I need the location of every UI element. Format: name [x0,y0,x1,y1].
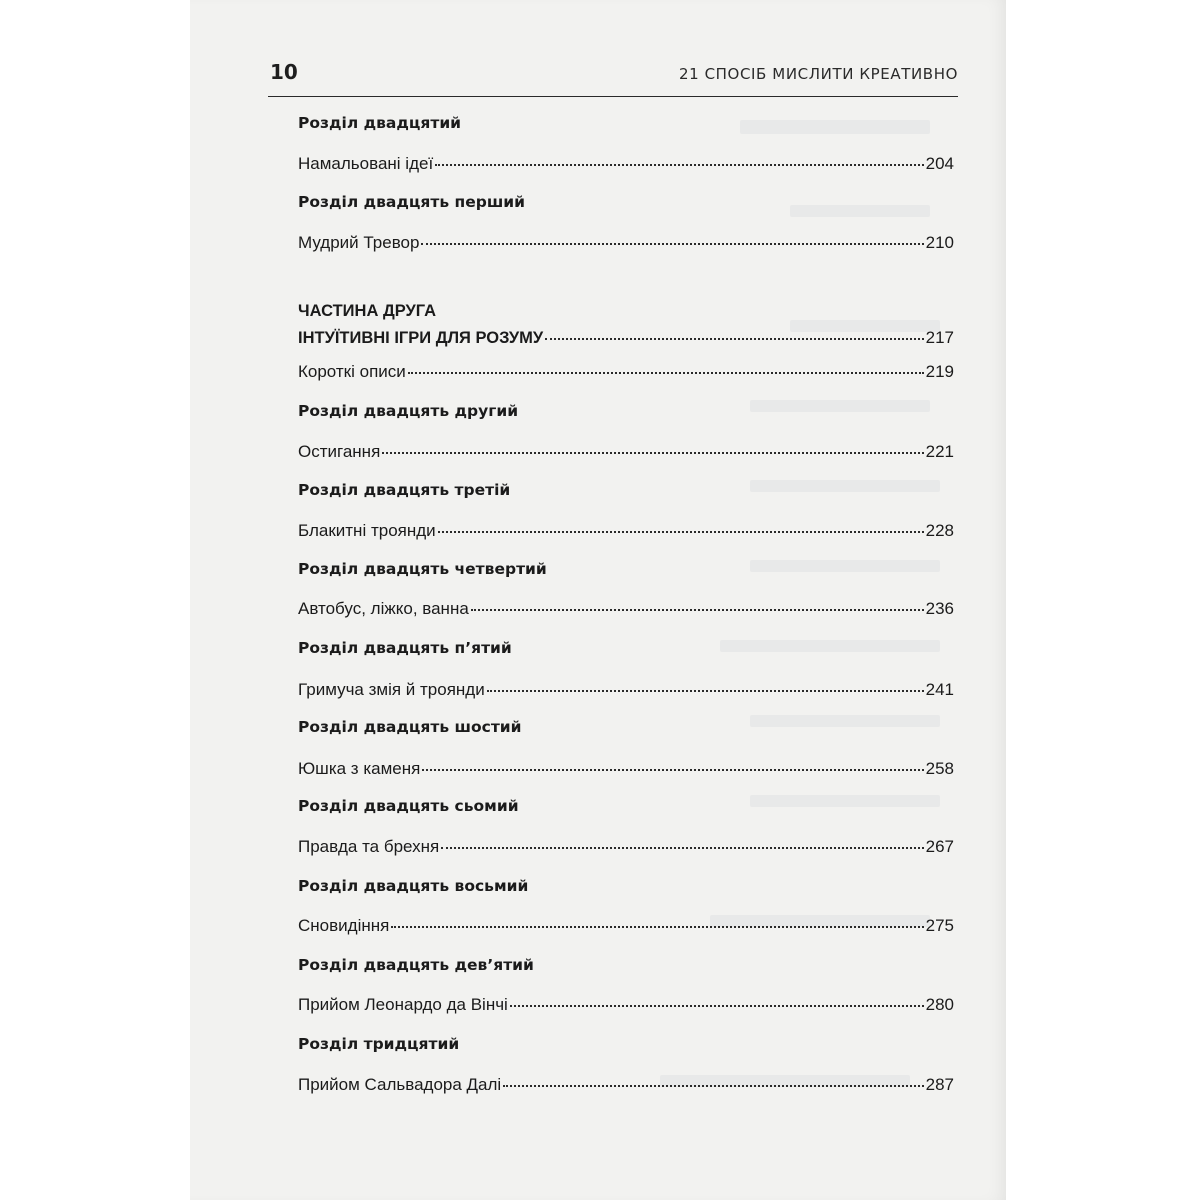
toc-entry[interactable] [298,678,954,702]
chapter-heading: Розділ двадцятий [298,114,462,132]
page-number: 10 [270,60,298,84]
dot-leader [382,451,923,454]
toc-entry[interactable] [298,835,954,859]
chapter-heading: Розділ двадцять п’ятий [298,639,512,657]
toc-entry[interactable] [298,914,954,938]
chapter-heading: Розділ двадцять дев’ятий [298,956,534,974]
chapter-heading: Розділ двадцять шостий [298,718,522,736]
dot-leader [435,163,923,166]
dot-leader [545,337,924,340]
chapter-heading: Розділ двадцять восьмий [298,877,529,895]
toc-entry[interactable] [298,993,954,1017]
toc-entry[interactable] [298,519,954,543]
dot-leader [391,925,923,928]
chapter-heading: Розділ двадцять сьомий [298,797,519,815]
chapter-heading: Розділ двадцять перший [298,193,526,211]
entry-title: Прийом Сальвадора Далі [298,1075,502,1094]
part-entry[interactable] [298,326,954,350]
entry-page-number: 236 [925,599,954,618]
chapter-heading: Розділ двадцять третій [298,481,511,499]
dot-leader [408,371,924,374]
entry-page-number: 287 [925,1075,954,1094]
running-title: 21 СПОСІБ МИСЛИТИ КРЕАТИВНО [678,65,958,83]
dot-leader [471,608,924,611]
entry-title: Намальовані ідеї [298,154,434,173]
chapter-heading: Розділ двадцять другий [298,402,519,420]
entry-title: Мудрий Тревор [298,233,420,252]
part-label: ЧАСТИНА ДРУГА [298,302,436,320]
entry-title: Автобус, ліжко, ванна [298,599,469,618]
entry-title: Сновидіння [298,916,390,935]
entry-page-number: 204 [925,154,954,173]
dot-leader [422,768,923,771]
entry-page-number: 258 [925,759,954,778]
entry-title: Прийом Леонардо да Вінчі [298,995,508,1014]
dot-leader [441,846,923,849]
dot-leader [510,1004,924,1007]
dot-leader [487,689,924,692]
dot-leader [438,530,924,533]
entry-page-number: 228 [925,521,954,540]
entry-page-number: 280 [925,995,954,1014]
entry-page-number: 275 [925,916,954,935]
part-page-number: 217 [925,328,954,347]
entry-title: Правда та брехня [298,837,440,856]
toc-entry[interactable] [298,1073,954,1097]
entry-title: Короткі описи [298,362,406,381]
toc-entry[interactable] [298,757,954,781]
toc-entry[interactable] [298,152,954,176]
entry-page-number: 241 [925,680,954,699]
entry-page-number: 221 [925,442,954,461]
toc-entry[interactable] [298,360,954,384]
entry-title: Остигання [298,442,381,461]
toc-entry[interactable] [298,231,954,255]
part-title: ІНТУЇТИВНІ ІГРИ ДЛЯ РОЗУМУ [298,329,544,347]
entry-title: Гримуча змія й троянди [298,680,485,699]
dot-leader [421,242,923,245]
entry-page-number: 210 [925,233,954,252]
toc-entry[interactable] [298,440,954,464]
entry-page-number: 219 [925,362,954,381]
chapter-heading: Розділ тридцятий [298,1035,460,1053]
dot-leader [503,1084,923,1087]
chapter-heading: Розділ двадцять четвертий [298,560,547,578]
toc-entry[interactable] [298,597,954,621]
entry-title: Блакитні троянди [298,521,436,540]
entry-title: Юшка з каменя [298,759,421,778]
page-header [268,60,958,97]
entry-page-number: 267 [925,837,954,856]
